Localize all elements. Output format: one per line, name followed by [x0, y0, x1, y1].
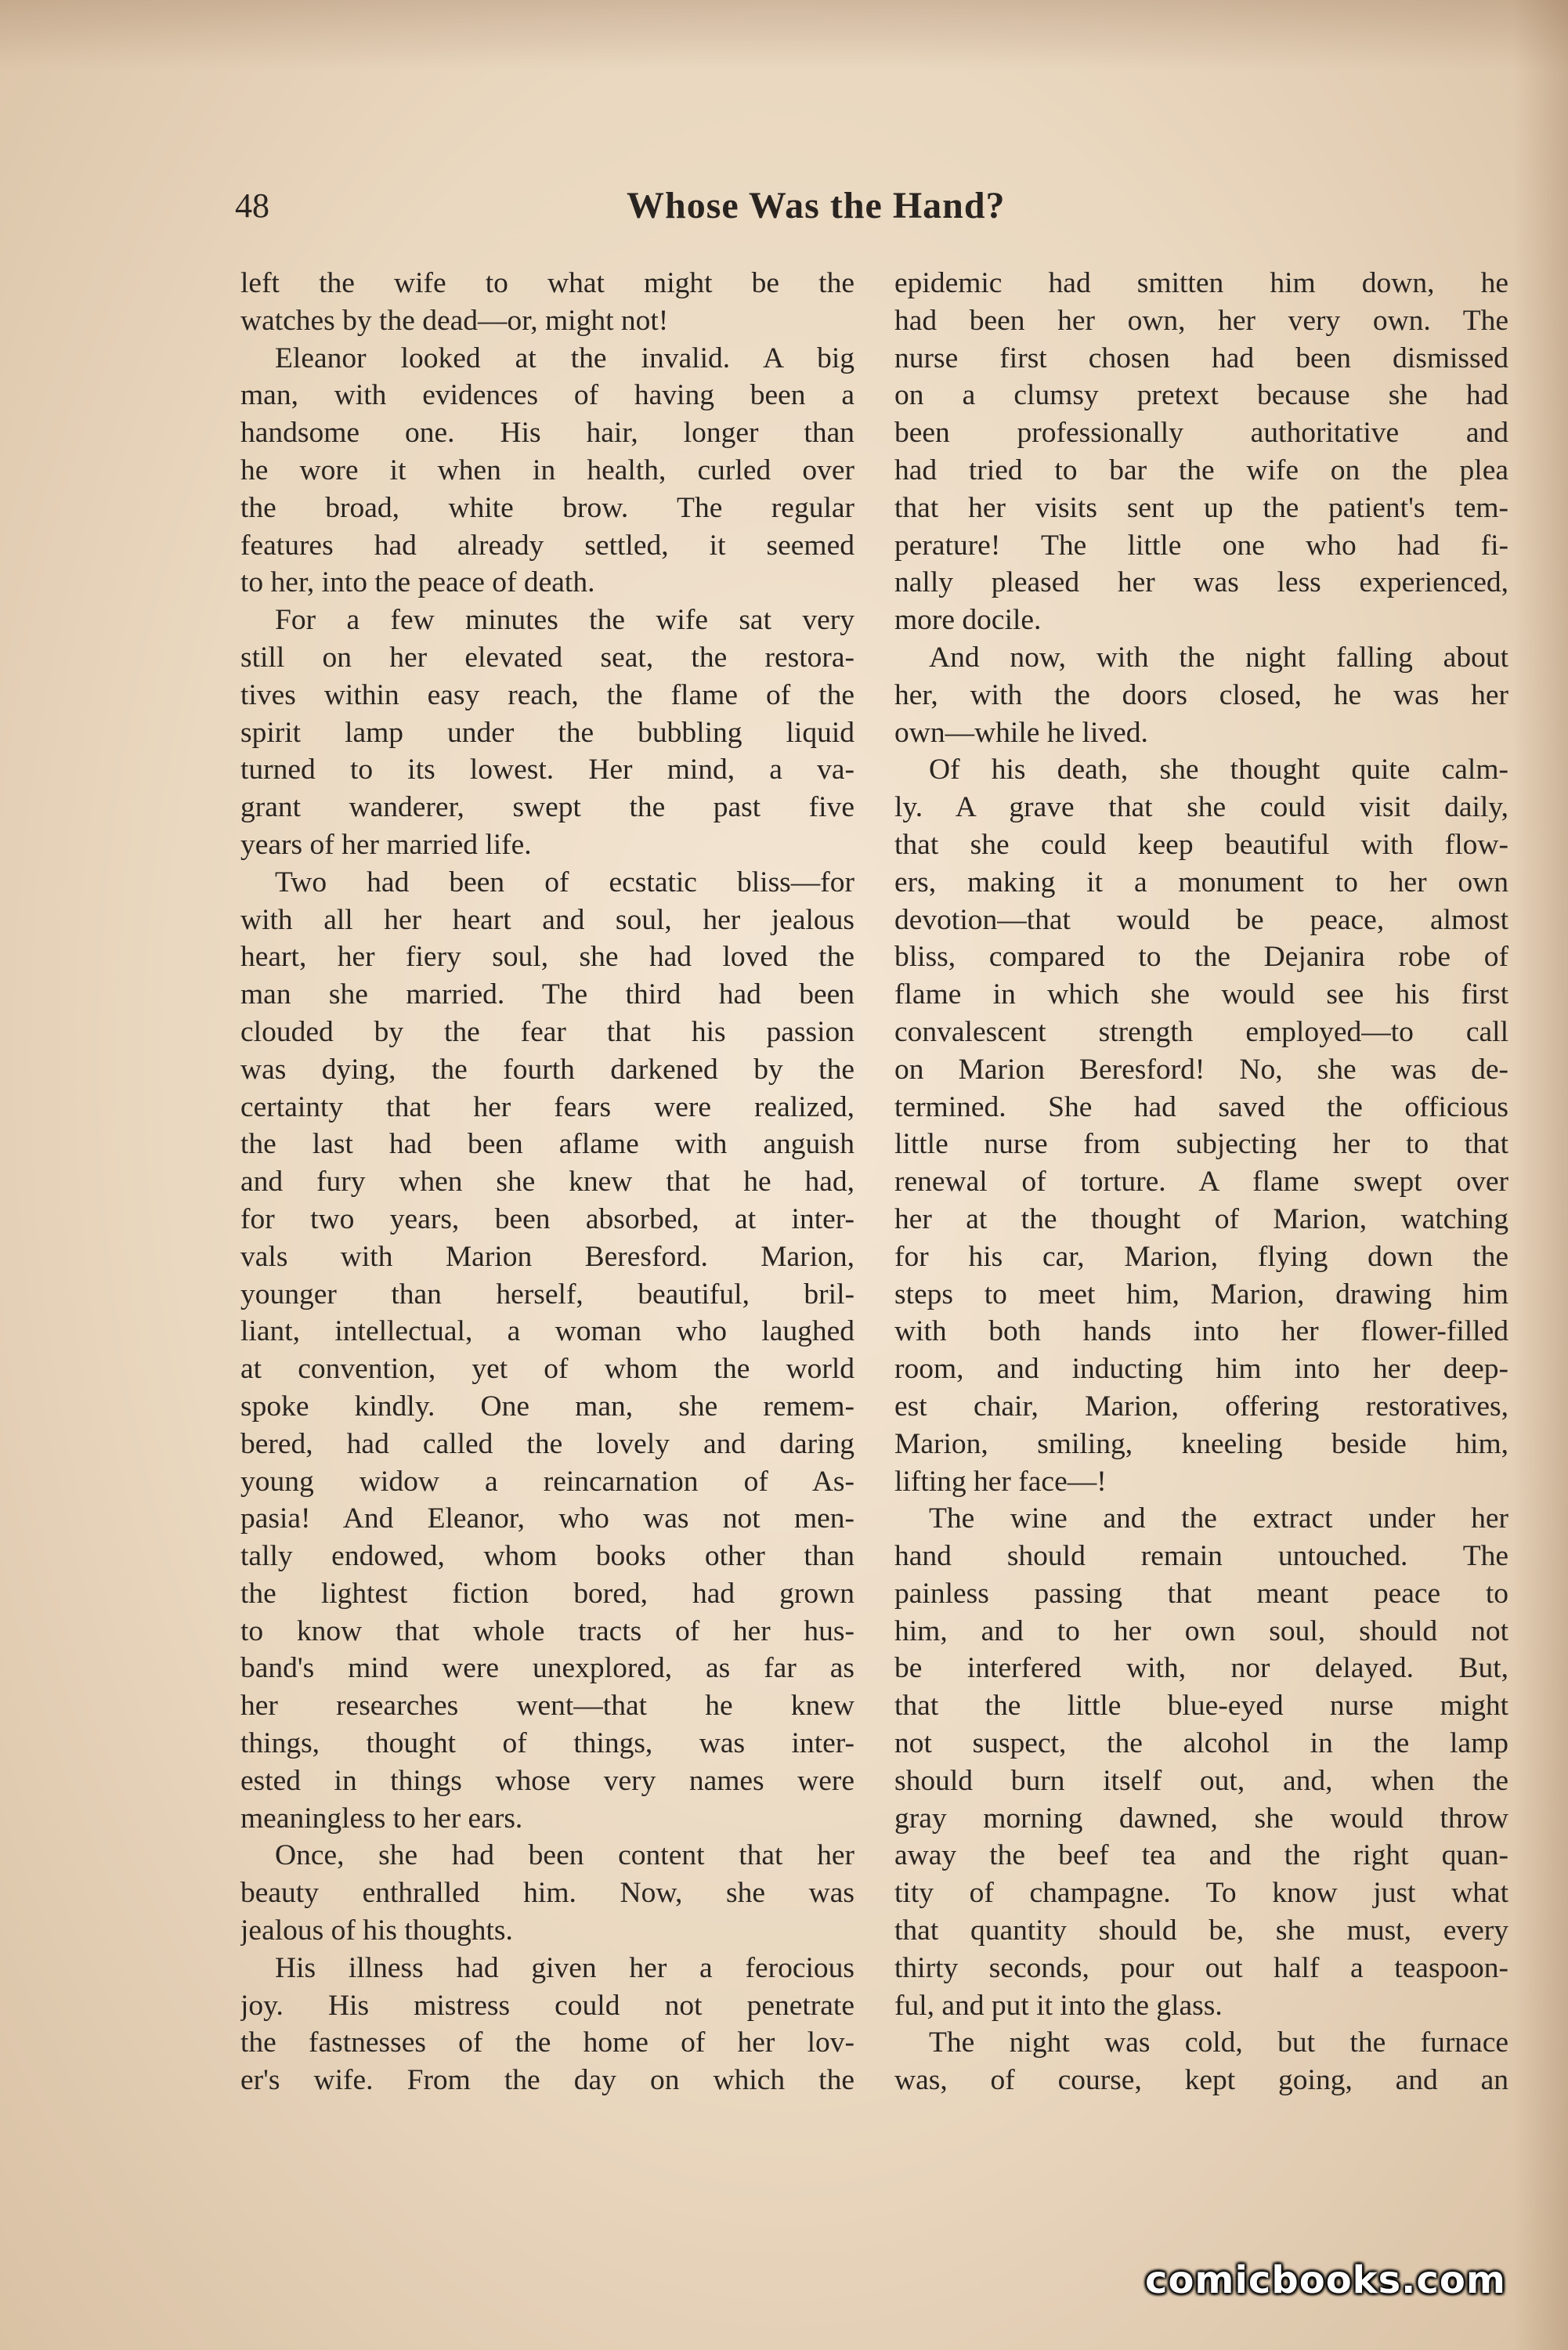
- text-line: His illness had given her a ferocious: [275, 1951, 854, 1984]
- text-line: perature! The little one who had fi-: [894, 529, 1508, 562]
- text-line: he wore it when in health, curled over: [240, 454, 854, 486]
- page-top-shading: [0, 0, 1568, 70]
- text-line: to know that whole tracts of her hus-: [240, 1614, 854, 1647]
- text-line: The night was cold, but the furnace: [929, 2026, 1508, 2059]
- text-line: her at the thought of Marion, watching: [894, 1202, 1508, 1235]
- text-line: watches by the dead—or, might not!: [240, 304, 669, 337]
- text-line: heart, her fiery soul, she had loved the: [240, 941, 854, 974]
- text-line: nally pleased her was less experienced,: [894, 566, 1508, 599]
- text-line: not suspect, the alcohol in the lamp: [894, 1727, 1508, 1760]
- text-line: For a few minutes the wife sat very: [275, 604, 854, 637]
- text-line: gray morning dawned, she would throw: [894, 1802, 1508, 1835]
- text-line: features had already settled, it seemed: [240, 529, 854, 562]
- text-line: beauty enthralled him. Now, she was: [240, 1877, 854, 1910]
- text-line: grant wanderer, swept the past five: [240, 791, 854, 824]
- page-header: [235, 179, 1512, 233]
- text-line: her researches went—that he knew: [240, 1690, 854, 1723]
- text-line: liant, intellectual, a woman who laughed: [240, 1315, 854, 1348]
- text-line: young widow a reincarnation of As-: [240, 1465, 854, 1498]
- text-line: little nurse from subjecting her to that: [894, 1128, 1508, 1161]
- text-line: ested in things whose very names were: [240, 1764, 854, 1797]
- text-line: thirty seconds, pour out half a teaspoon-: [894, 1951, 1508, 1984]
- text-line: renewal of torture. A flame swept over: [894, 1166, 1508, 1198]
- text-line: the last had been aflame with anguish: [240, 1128, 854, 1161]
- text-line: certainty that her fears were realized,: [240, 1090, 854, 1123]
- text-line: flame in which she would see his first: [894, 978, 1508, 1011]
- text-line: Once, she had been content that her: [275, 1839, 854, 1872]
- text-line: nurse first chosen had been dismissed: [894, 342, 1508, 374]
- text-line: est chair, Marion, offering restoratives,: [894, 1390, 1508, 1423]
- text-line: The wine and the extract under her: [929, 1502, 1508, 1535]
- text-line: man she married. The third had been: [240, 978, 854, 1011]
- text-line: left the wife to what might be the: [240, 267, 854, 299]
- text-line: clouded by the fear that his passion: [240, 1015, 854, 1048]
- text-line: been professionally authoritative and: [894, 417, 1508, 450]
- text-line: Marion, smiling, kneeling beside him,: [894, 1427, 1508, 1460]
- site-watermark: comicbooks.com: [1145, 2258, 1506, 2302]
- text-line: at convention, yet of whom the world: [240, 1353, 854, 1386]
- text-line: tally endowed, whom books other than: [240, 1540, 854, 1573]
- text-line: steps to meet him, Marion, drawing him: [894, 1278, 1508, 1311]
- text-line: tity of champagne. To know just what: [894, 1877, 1508, 1910]
- text-line: joy. His mistress could not penetrate: [240, 1989, 854, 2022]
- text-line: be interfered with, nor delayed. But,: [894, 1652, 1508, 1685]
- text-line: man, with evidences of having been a: [240, 379, 854, 412]
- text-line: And now, with the night falling about: [929, 641, 1508, 674]
- page-edge-shading: [1513, 0, 1568, 2350]
- text-line: Eleanor looked at the invalid. A big: [275, 342, 854, 374]
- text-line: convalescent strength employed—to call: [894, 1015, 1508, 1048]
- text-line: bered, had called the lovely and daring: [240, 1427, 854, 1460]
- text-line: away the beef tea and the right quan-: [894, 1839, 1508, 1872]
- text-line: had tried to bar the wife on the plea: [894, 454, 1508, 486]
- text-line: pasia! And Eleanor, who was not men-: [240, 1502, 854, 1535]
- text-line: that quantity should be, she must, every: [894, 1914, 1508, 1947]
- text-line: that the little blue-eyed nurse might: [894, 1690, 1508, 1723]
- text-column-left: [240, 265, 854, 2099]
- text-line: tives within easy reach, the flame of the: [240, 678, 854, 711]
- text-line: things, thought of things, was inter-: [240, 1727, 854, 1760]
- text-line: jealous of his thoughts.: [240, 1914, 513, 1947]
- text-line: younger than herself, beautiful, bril-: [240, 1278, 854, 1311]
- text-line: band's mind were unexplored, as far as: [240, 1652, 854, 1685]
- text-line: the broad, white brow. The regular: [240, 491, 854, 524]
- text-line: with both hands into her flower-filled: [894, 1315, 1508, 1348]
- text-line: to her, into the peace of death.: [240, 566, 595, 599]
- text-line: vals with Marion Beresford. Marion,: [240, 1240, 854, 1273]
- text-line: ers, making it a monument to her own: [894, 866, 1508, 898]
- text-line: own—while he lived.: [894, 716, 1148, 749]
- running-title: Whose Was the Hand?: [627, 185, 1006, 226]
- text-line: and fury when she knew that he had,: [240, 1166, 854, 1198]
- text-line: ful, and put it into the glass.: [894, 1989, 1223, 2022]
- page-number: 48: [235, 186, 269, 225]
- text-line: still on her elevated seat, the restora-: [240, 641, 854, 674]
- text-line: er's wife. From the day on which the: [240, 2064, 854, 2097]
- text-line: lifting her face—!: [894, 1465, 1107, 1498]
- text-line: room, and inducting him into her deep-: [894, 1353, 1508, 1386]
- text-line: devotion—that would be peace, almost: [894, 903, 1508, 936]
- text-line: painless passing that meant peace to: [894, 1577, 1508, 1610]
- text-line: for two years, been absorbed, at inter-: [240, 1202, 854, 1235]
- text-line: bliss, compared to the Dejanira robe of: [894, 941, 1508, 974]
- text-column-right: [894, 265, 1508, 2099]
- text-line: the fastnesses of the home of her lov-: [240, 2026, 854, 2059]
- text-line: for his car, Marion, flying down the: [894, 1240, 1508, 1273]
- text-line: Two had been of ecstatic bliss—for: [275, 866, 854, 898]
- text-line: epidemic had smitten him down, he: [894, 267, 1508, 299]
- text-line: was, of course, kept going, and an: [894, 2064, 1508, 2097]
- text-line: more docile.: [894, 604, 1042, 637]
- text-line: her, with the doors closed, he was her: [894, 678, 1508, 711]
- text-line: was dying, the fourth darkened by the: [240, 1053, 854, 1086]
- text-line: years of her married life.: [240, 828, 532, 861]
- text-line: handsome one. His hair, longer than: [240, 417, 854, 450]
- text-line: spirit lamp under the bubbling liquid: [240, 716, 854, 749]
- text-line: should burn itself out, and, when the: [894, 1764, 1508, 1797]
- text-line: hand should remain untouched. The: [894, 1540, 1508, 1573]
- text-line: him, and to her own soul, should not: [894, 1614, 1508, 1647]
- text-line: on a clumsy pretext because she had: [894, 379, 1508, 412]
- text-line: Of his death, she thought quite calm-: [929, 754, 1508, 786]
- text-line: meaningless to her ears.: [240, 1802, 523, 1835]
- text-line: spoke kindly. One man, she remem-: [240, 1390, 854, 1423]
- text-line: turned to its lowest. Her mind, a va-: [240, 754, 854, 786]
- text-line: that her visits sent up the patient's tem-: [894, 491, 1508, 524]
- text-line: termined. She had saved the officious: [894, 1090, 1508, 1123]
- text-line: had been her own, her very own. The: [894, 304, 1508, 337]
- text-line: with all her heart and soul, her jealous: [240, 903, 854, 936]
- text-line: on Marion Beresford! No, she was de-: [894, 1053, 1508, 1086]
- text-line: that she could keep beautiful with flow-: [894, 828, 1508, 861]
- text-line: the lightest fiction bored, had grown: [240, 1577, 854, 1610]
- text-line: ly. A grave that she could visit daily,: [894, 791, 1508, 824]
